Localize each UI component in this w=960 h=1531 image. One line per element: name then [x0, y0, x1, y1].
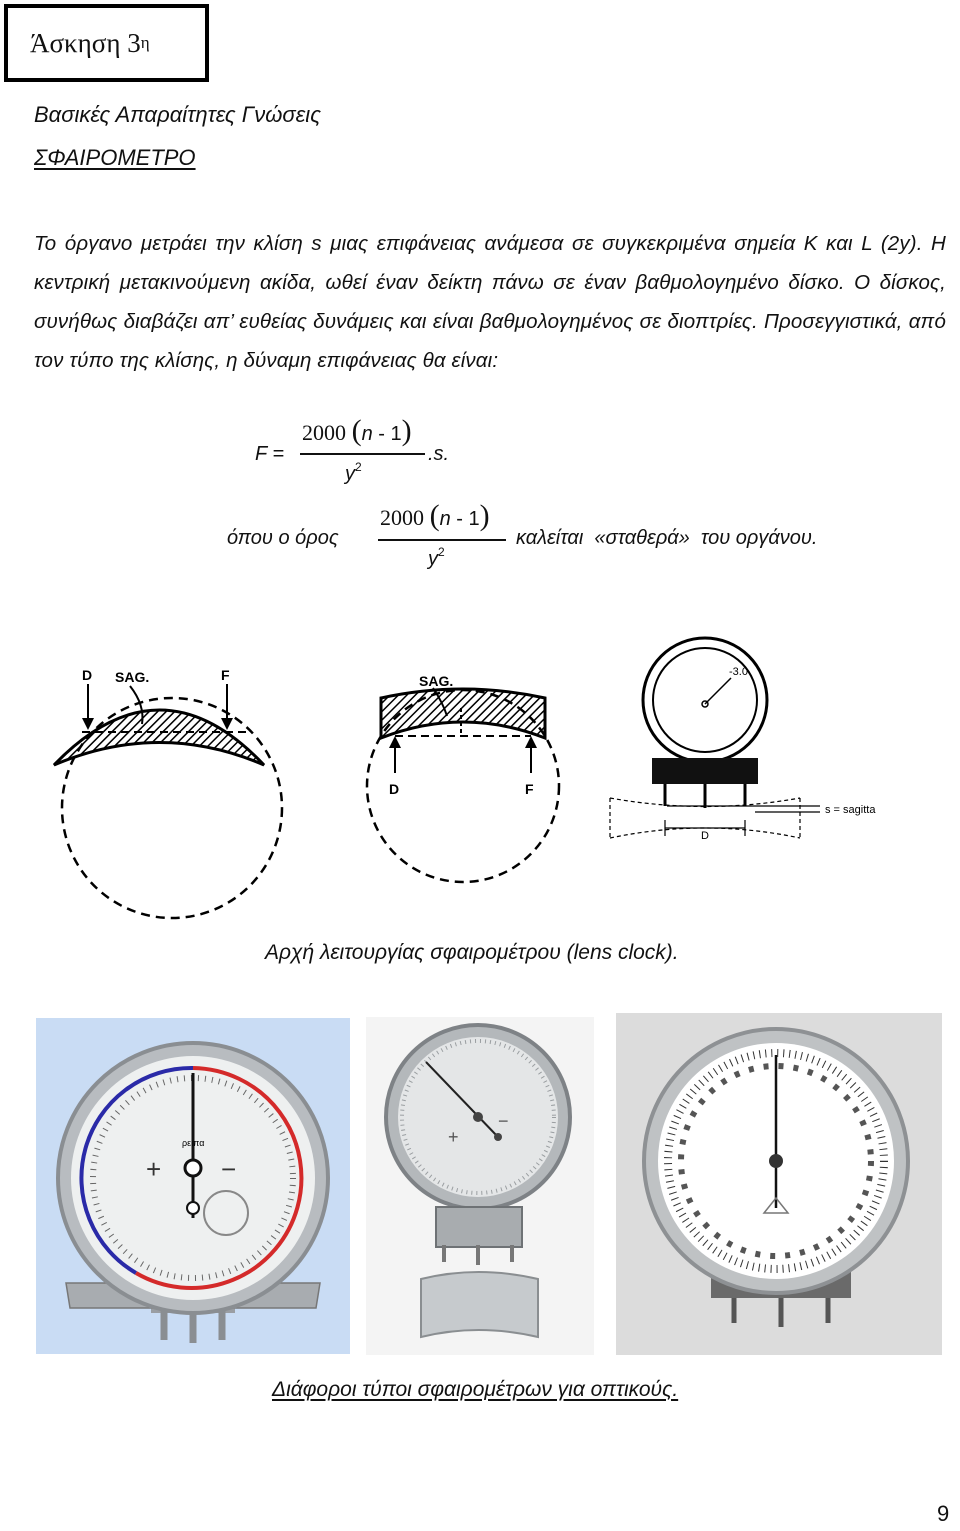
label-d: D: [701, 830, 709, 842]
formula-den-var: y: [345, 463, 355, 485]
concave-surface-diagram: [365, 668, 565, 888]
photo2-minus: −: [498, 1111, 509, 1131]
photo1-plus: +: [146, 1154, 162, 1184]
section-heading: Βασικές Απαραίτητες Γνώσεις: [34, 102, 321, 127]
arrow-f: [221, 718, 233, 730]
formula-numerator: [302, 414, 412, 447]
section-subheading: ΣΦΑΙΡΟΜΕΤΡΟ: [34, 145, 196, 170]
photo-silver-lens-clock: [366, 1017, 594, 1355]
constant-num-minus: - 1: [450, 508, 480, 530]
label-sagitta: s = sagitta: [825, 804, 876, 816]
photo1-dial-text: ρειπα: [182, 1138, 205, 1148]
constant-denominator: [428, 545, 445, 571]
clock-dial-face: [653, 648, 757, 752]
formula-num-open: (: [351, 414, 362, 447]
label-sag: SAG.: [115, 669, 150, 685]
body-paragraph: Το όργανο μετράει την κλίση s μιας επιφάνειας ανάμεσα σε συγκεκριμένα σημεία K και L (2y). Η κεντρική μετακινούμενη ακίδα, ωθεί έναν δείκτη πάνω σε έναν βαθμολογημένο δίσκο. Ο δίσκος, συνήθως διαβάζει απ’ ευθείας δυνάμεις και είναι βαθμολογημένος σε διοπτρίες. Προσεγγιστικά, από τον τύπο της κλίσης, η δύναμη επιφάνειας θα είναι:: [34, 232, 946, 372]
convex-surface-diagram: [30, 660, 290, 900]
caption-types: Διάφοροι τύποι σφαιρομέτρων για οπτικούς.: [272, 1378, 679, 1401]
constant-prefix: όπου ο όρος: [227, 527, 339, 549]
photo-colored-lens-clock: [36, 1018, 350, 1354]
photo1-minus: −: [221, 1154, 237, 1184]
photo-numbered-lens-clock: [616, 1013, 942, 1355]
label-sag: SAG.: [419, 673, 454, 689]
label-f: F: [525, 781, 534, 797]
constant-suffix: καλείται «σταθερά» του οργάνου.: [516, 527, 818, 549]
arrow-d: [82, 718, 94, 730]
dial-reading: -3.0: [729, 666, 748, 678]
arrow-d: [389, 736, 401, 748]
constant-numerator: [380, 499, 490, 532]
constant-den-exp: 2: [438, 545, 445, 559]
formula-denominator: [345, 460, 362, 486]
photo2-plus: +: [448, 1127, 459, 1147]
page-number: 9: [937, 1501, 950, 1526]
formula-den-exp: 2: [355, 460, 362, 474]
constant-num-var: n: [439, 508, 451, 530]
formula-fraction-line: [300, 453, 425, 455]
arrow-f: [525, 736, 537, 748]
formula-lhs: F =: [255, 443, 285, 465]
formula-num-const: 2000: [302, 420, 346, 445]
caption-principle: Αρχή λειτουργίας σφαιρομέτρου (lens clock).: [265, 941, 679, 964]
clock-base: [652, 758, 758, 784]
formula-suffix: .s.: [428, 443, 450, 465]
label-d: D: [82, 667, 93, 683]
constant-num-close: ): [479, 499, 490, 532]
photo2-lens: [421, 1272, 538, 1337]
exercise-title-box: [4, 4, 209, 82]
constant-fraction-line: [378, 539, 506, 541]
exercise-title-subscript: η: [140, 33, 150, 52]
constant-den-var: y: [428, 548, 438, 570]
formula-num-minus: - 1: [372, 423, 402, 445]
constant-num-const: 2000: [380, 505, 424, 530]
formula-num-var: n: [361, 423, 373, 445]
constant-num-open: (: [429, 499, 440, 532]
label-f: F: [221, 667, 230, 683]
exercise-title: Άσκηση 3: [30, 27, 141, 58]
label-d: D: [389, 781, 400, 797]
lens-clock-diagram: [605, 640, 905, 860]
concave-lens-section: [381, 689, 545, 738]
formula-num-close: ): [401, 414, 412, 447]
